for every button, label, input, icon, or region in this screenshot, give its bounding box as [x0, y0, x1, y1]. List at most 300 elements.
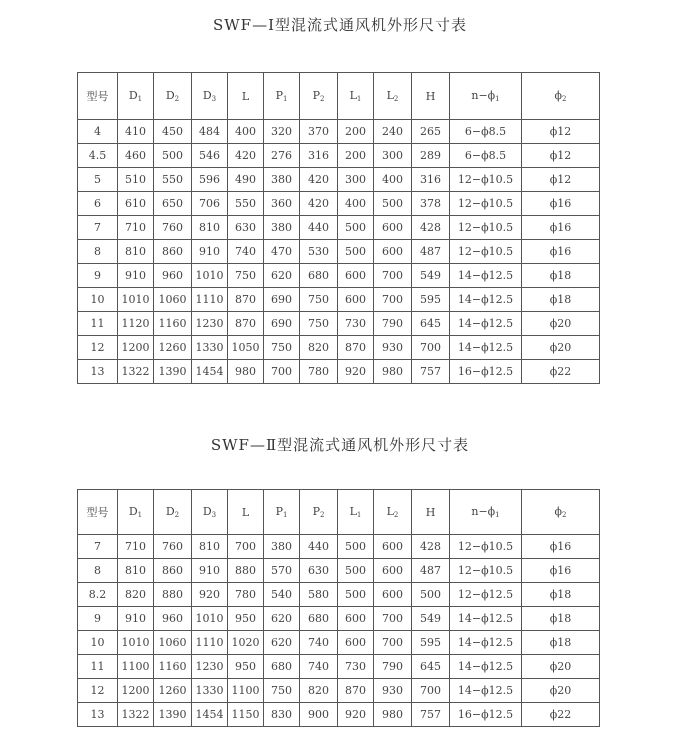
table-cell: 680	[264, 655, 300, 679]
header-subscript: 2	[562, 95, 567, 103]
table-cell: 530	[300, 240, 338, 264]
table-cell: 700	[374, 264, 412, 288]
table-row	[78, 216, 600, 240]
table-cell: ϕ18	[522, 631, 600, 655]
table-cell: 757	[412, 703, 450, 727]
table-cell: 620	[264, 264, 300, 288]
table-cell: 500	[338, 535, 374, 559]
header-subscript: 3	[211, 95, 217, 103]
table-cell: 595	[412, 631, 450, 655]
header-symbol: 型号	[86, 506, 109, 519]
table-row	[78, 535, 600, 559]
table-cell: 12−ϕ10.5	[450, 168, 522, 192]
table-cell: 500	[412, 583, 450, 607]
header-symbol: D	[128, 505, 138, 518]
table-cell: 596	[192, 168, 228, 192]
header-row	[78, 490, 600, 535]
table-cell: 830	[264, 703, 300, 727]
table-cell: ϕ16	[522, 559, 600, 583]
column-header	[228, 490, 264, 535]
table-cell: 740	[228, 240, 264, 264]
table-cell: 360	[264, 192, 300, 216]
table-cell: 650	[154, 192, 192, 216]
table-cell: 620	[264, 631, 300, 655]
model-cell: 5	[78, 168, 118, 192]
table-cell: ϕ20	[522, 655, 600, 679]
table-cell: 276	[264, 144, 300, 168]
column-header	[374, 73, 412, 120]
table-cell: 378	[412, 192, 450, 216]
table-cell: 600	[338, 631, 374, 655]
table-row	[78, 192, 600, 216]
table-cell: 760	[154, 535, 192, 559]
table-cell: 757	[412, 360, 450, 384]
table-cell: 810	[192, 535, 228, 559]
header-symbol: D	[165, 89, 175, 102]
table-cell: 870	[228, 288, 264, 312]
table-cell: 420	[300, 192, 338, 216]
table-cell: 600	[374, 583, 412, 607]
table-cell: 500	[374, 192, 412, 216]
table-cell: 500	[338, 559, 374, 583]
table-cell: 316	[412, 168, 450, 192]
table-cell: 780	[228, 583, 264, 607]
table-row	[78, 144, 600, 168]
table-cell: 1010	[118, 631, 154, 655]
table-cell: 1100	[228, 679, 264, 703]
table-cell: ϕ12	[522, 120, 600, 144]
table-cell: 700	[412, 679, 450, 703]
table-cell: 820	[300, 679, 338, 703]
table-cell: 620	[264, 607, 300, 631]
header-subscript: 1	[282, 95, 288, 103]
table-cell: 460	[118, 144, 154, 168]
table-cell: 1110	[192, 631, 228, 655]
table-cell: 700	[374, 288, 412, 312]
table-cell: 580	[300, 583, 338, 607]
model-cell: 7	[78, 535, 118, 559]
table-cell: 1230	[192, 655, 228, 679]
table-cell: 600	[374, 216, 412, 240]
model-cell: 7	[78, 216, 118, 240]
table-cell: 790	[374, 312, 412, 336]
table-cell: 680	[300, 264, 338, 288]
model-cell: 8	[78, 240, 118, 264]
table-cell: 920	[338, 360, 374, 384]
table-cell: 740	[300, 655, 338, 679]
table-cell: 690	[264, 288, 300, 312]
table-cell: 550	[228, 192, 264, 216]
header-subscript: 2	[319, 511, 325, 519]
table-cell: 700	[412, 336, 450, 360]
table-cell: 870	[228, 312, 264, 336]
table-cell: 600	[338, 607, 374, 631]
column-header	[118, 490, 154, 535]
table-cell: 810	[118, 559, 154, 583]
table-cell: 630	[228, 216, 264, 240]
table-cell: 645	[412, 655, 450, 679]
table-row	[78, 559, 600, 583]
header-subscript: 2	[174, 511, 180, 519]
header-symbol: L	[241, 505, 250, 519]
header-symbol: H	[425, 505, 436, 519]
column-header	[522, 490, 600, 535]
table-cell: 960	[154, 607, 192, 631]
column-header	[522, 73, 600, 120]
table-cell: 1010	[192, 607, 228, 631]
table-cell: 14−ϕ12.5	[450, 312, 522, 336]
header-symbol: D	[165, 505, 175, 518]
table-row	[78, 631, 600, 655]
header-subscript: 2	[562, 511, 567, 519]
table-cell: 320	[264, 120, 300, 144]
table-cell: 14−ϕ12.5	[450, 679, 522, 703]
column-header	[154, 73, 192, 120]
table-cell: 410	[118, 120, 154, 144]
table-cell: 265	[412, 120, 450, 144]
table-cell: 680	[300, 607, 338, 631]
header-symbol: L	[241, 89, 250, 103]
table-cell: 740	[300, 631, 338, 655]
header-symbol: L	[349, 89, 357, 102]
column-header	[154, 490, 192, 535]
table-cell: 600	[338, 264, 374, 288]
table-cell: 920	[192, 583, 228, 607]
table-cell: 595	[412, 288, 450, 312]
column-header	[300, 73, 338, 120]
header-symbol: n−ϕ	[471, 89, 496, 102]
table-cell: 12−ϕ10.5	[450, 535, 522, 559]
table-cell: 810	[192, 216, 228, 240]
table-cell: 750	[300, 288, 338, 312]
model-cell: 6	[78, 192, 118, 216]
header-symbol: P	[312, 89, 320, 102]
table-cell: 428	[412, 216, 450, 240]
table-cell: ϕ16	[522, 192, 600, 216]
table-cell: 14−ϕ12.5	[450, 631, 522, 655]
table-cell: 1330	[192, 679, 228, 703]
table-cell: ϕ20	[522, 312, 600, 336]
column-header	[78, 490, 118, 535]
table-cell: 880	[154, 583, 192, 607]
header-subscript: 1	[137, 511, 143, 519]
header-subscript: 1	[137, 95, 143, 103]
table-cell: 200	[338, 144, 374, 168]
column-header	[264, 73, 300, 120]
table-cell: ϕ22	[522, 703, 600, 727]
column-header	[450, 490, 522, 535]
table-cell: 700	[264, 360, 300, 384]
table-cell: 1060	[154, 631, 192, 655]
table-cell: 750	[264, 336, 300, 360]
column-header	[338, 73, 374, 120]
table-cell: 930	[374, 336, 412, 360]
table-cell: 1330	[192, 336, 228, 360]
header-symbol: n−ϕ	[471, 505, 496, 518]
table-cell: 1100	[118, 655, 154, 679]
table-cell: 487	[412, 240, 450, 264]
table-cell: 289	[412, 144, 450, 168]
table-cell: 540	[264, 583, 300, 607]
table-cell: 14−ϕ12.5	[450, 655, 522, 679]
table-cell: 470	[264, 240, 300, 264]
table-row	[78, 703, 600, 727]
table-cell: ϕ16	[522, 535, 600, 559]
table-cell: 420	[300, 168, 338, 192]
dimension-table-1	[77, 72, 600, 384]
table-cell: 240	[374, 120, 412, 144]
table-cell: 6−ϕ8.5	[450, 120, 522, 144]
table-cell: 760	[154, 216, 192, 240]
table-cell: 810	[118, 240, 154, 264]
table-cell: 980	[374, 360, 412, 384]
header-symbol: P	[312, 505, 320, 518]
table-cell: 570	[264, 559, 300, 583]
table-cell: 630	[300, 559, 338, 583]
table-cell: 870	[338, 336, 374, 360]
table-cell: 1454	[192, 703, 228, 727]
table-cell: 1060	[154, 288, 192, 312]
table-cell: 440	[300, 216, 338, 240]
table-row	[78, 168, 600, 192]
table-cell: 14−ϕ12.5	[450, 336, 522, 360]
column-header	[78, 73, 118, 120]
table-cell: ϕ20	[522, 336, 600, 360]
table-cell: 12−ϕ12.5	[450, 583, 522, 607]
table-row	[78, 360, 600, 384]
table-cell: 860	[154, 240, 192, 264]
table-cell: 1200	[118, 679, 154, 703]
table-cell: 730	[338, 655, 374, 679]
model-cell: 9	[78, 264, 118, 288]
table-cell: 370	[300, 120, 338, 144]
table-cell: 910	[118, 264, 154, 288]
table-cell: ϕ20	[522, 679, 600, 703]
table-cell: 1454	[192, 360, 228, 384]
table-cell: 400	[228, 120, 264, 144]
table-cell: 930	[374, 679, 412, 703]
table-cell: 790	[374, 655, 412, 679]
model-cell: 12	[78, 679, 118, 703]
table-row	[78, 679, 600, 703]
header-symbol: ϕ	[554, 89, 563, 102]
header-symbol: L	[386, 89, 394, 102]
table-cell: 500	[154, 144, 192, 168]
header-row	[78, 73, 600, 120]
column-header	[118, 73, 154, 120]
table-row	[78, 655, 600, 679]
table-cell: 710	[118, 216, 154, 240]
column-header	[374, 490, 412, 535]
table-cell: ϕ16	[522, 216, 600, 240]
header-subscript: 2	[174, 95, 180, 103]
header-subscript: 2	[393, 95, 399, 103]
table-cell: 490	[228, 168, 264, 192]
table-cell: 910	[118, 607, 154, 631]
column-header	[412, 490, 450, 535]
header-subscript: 2	[393, 511, 399, 519]
table-cell: 420	[228, 144, 264, 168]
table-cell: ϕ18	[522, 288, 600, 312]
model-cell: 11	[78, 655, 118, 679]
table-cell: 960	[154, 264, 192, 288]
table-cell: 316	[300, 144, 338, 168]
header-subscript: 1	[356, 511, 362, 519]
column-header	[450, 73, 522, 120]
table-cell: ϕ16	[522, 240, 600, 264]
dimension-table-2	[77, 489, 600, 727]
table-cell: 1010	[118, 288, 154, 312]
table-cell: 14−ϕ12.5	[450, 288, 522, 312]
table-cell: 1260	[154, 336, 192, 360]
column-header	[264, 490, 300, 535]
table-cell: 700	[228, 535, 264, 559]
table-cell: 1120	[118, 312, 154, 336]
table-cell: 706	[192, 192, 228, 216]
table-cell: ϕ22	[522, 360, 600, 384]
table-cell: 300	[374, 144, 412, 168]
table-cell: 380	[264, 168, 300, 192]
table-cell: ϕ18	[522, 264, 600, 288]
table-cell: 12−ϕ10.5	[450, 559, 522, 583]
column-header	[228, 73, 264, 120]
table-cell: 14−ϕ12.5	[450, 264, 522, 288]
column-header	[192, 490, 228, 535]
table-cell: 750	[228, 264, 264, 288]
header-subscript: 1	[356, 95, 362, 103]
header-subscript: 2	[319, 95, 325, 103]
table-cell: 549	[412, 607, 450, 631]
table-1-title: SWF—I型混流式通风机外形尺寸表	[212, 16, 468, 34]
table-cell: 645	[412, 312, 450, 336]
table-cell: 750	[300, 312, 338, 336]
table-row	[78, 120, 600, 144]
table-cell: 1390	[154, 360, 192, 384]
table-cell: 487	[412, 559, 450, 583]
table-cell: 1110	[192, 288, 228, 312]
header-symbol: L	[386, 505, 394, 518]
table-cell: ϕ18	[522, 583, 600, 607]
table-2-title: SWF—Ⅱ型混流式通风机外形尺寸表	[210, 436, 470, 454]
table-cell: 1160	[154, 312, 192, 336]
table-cell: 400	[338, 192, 374, 216]
table-cell: 880	[228, 559, 264, 583]
table-cell: 16−ϕ12.5	[450, 360, 522, 384]
table-cell: 820	[118, 583, 154, 607]
table-cell: 870	[338, 679, 374, 703]
model-cell: 13	[78, 360, 118, 384]
table-row	[78, 336, 600, 360]
table-cell: 600	[374, 240, 412, 264]
table-row	[78, 240, 600, 264]
table-cell: 1260	[154, 679, 192, 703]
model-cell: 8	[78, 559, 118, 583]
header-symbol: D	[202, 89, 212, 102]
table-cell: 500	[338, 583, 374, 607]
model-cell: 9	[78, 607, 118, 631]
header-symbol: D	[202, 505, 212, 518]
table-cell: ϕ12	[522, 168, 600, 192]
table-cell: 1150	[228, 703, 264, 727]
table-cell: 14−ϕ12.5	[450, 607, 522, 631]
table-cell: 16−ϕ12.5	[450, 703, 522, 727]
model-cell: 4	[78, 120, 118, 144]
table-cell: 780	[300, 360, 338, 384]
table-cell: 550	[154, 168, 192, 192]
table-cell: 300	[338, 168, 374, 192]
table-cell: 980	[228, 360, 264, 384]
column-header	[300, 490, 338, 535]
table-cell: 12−ϕ10.5	[450, 192, 522, 216]
header-subscript: 1	[495, 511, 500, 519]
table-cell: 980	[374, 703, 412, 727]
column-header	[192, 73, 228, 120]
table-row	[78, 312, 600, 336]
table-cell: 6−ϕ8.5	[450, 144, 522, 168]
table-cell: 380	[264, 535, 300, 559]
table-cell: 1160	[154, 655, 192, 679]
table-cell: 710	[118, 535, 154, 559]
header-symbol: ϕ	[554, 505, 563, 518]
table-row	[78, 264, 600, 288]
table-cell: 600	[374, 535, 412, 559]
table-cell: 1322	[118, 703, 154, 727]
table-cell: 546	[192, 144, 228, 168]
table-cell: 500	[338, 216, 374, 240]
table-cell: 950	[228, 655, 264, 679]
table-cell: 750	[264, 679, 300, 703]
table-cell: 440	[300, 535, 338, 559]
header-symbol: H	[425, 89, 436, 103]
header-symbol: P	[275, 89, 283, 102]
header-symbol: P	[275, 505, 283, 518]
table-cell: 910	[192, 240, 228, 264]
table-cell: ϕ12	[522, 144, 600, 168]
table-cell: 1010	[192, 264, 228, 288]
table-cell: 690	[264, 312, 300, 336]
table-cell: 860	[154, 559, 192, 583]
column-header	[412, 73, 450, 120]
table-cell: ϕ18	[522, 607, 600, 631]
table-cell: 1390	[154, 703, 192, 727]
table-cell: 484	[192, 120, 228, 144]
table-cell: 1050	[228, 336, 264, 360]
table-cell: 500	[338, 240, 374, 264]
model-cell: 10	[78, 631, 118, 655]
table-row	[78, 607, 600, 631]
table-cell: 600	[338, 288, 374, 312]
table-cell: 610	[118, 192, 154, 216]
header-subscript: 1	[282, 511, 288, 519]
table-cell: 920	[338, 703, 374, 727]
model-cell: 11	[78, 312, 118, 336]
table-cell: 700	[374, 607, 412, 631]
table-cell: 600	[374, 559, 412, 583]
header-subscript: 1	[495, 95, 500, 103]
table-cell: 1200	[118, 336, 154, 360]
table-cell: 1322	[118, 360, 154, 384]
table-cell: 400	[374, 168, 412, 192]
table-cell: 910	[192, 559, 228, 583]
table-cell: 428	[412, 535, 450, 559]
model-cell: 8.2	[78, 583, 118, 607]
table-cell: 200	[338, 120, 374, 144]
table-cell: 950	[228, 607, 264, 631]
table-cell: 380	[264, 216, 300, 240]
table-cell: 700	[374, 631, 412, 655]
table-cell: 510	[118, 168, 154, 192]
model-cell: 4.5	[78, 144, 118, 168]
